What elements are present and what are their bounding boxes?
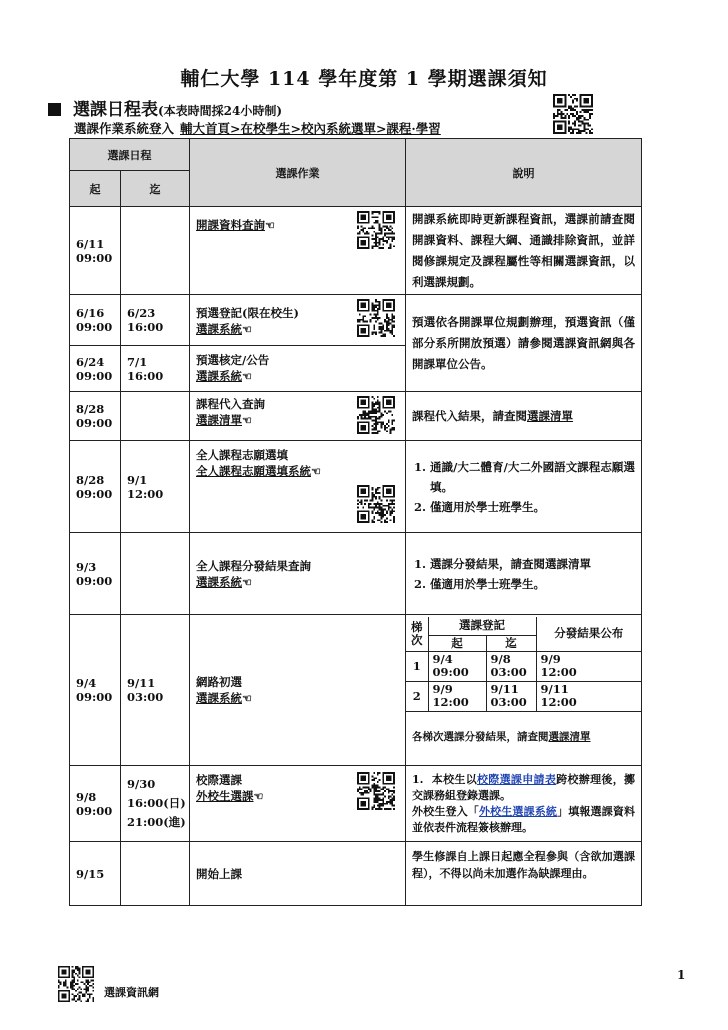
round-number: 1 [406, 651, 428, 681]
start-date: 8/28 09:00 [70, 392, 121, 441]
pointing-hand-icon: ☜ [242, 370, 252, 383]
schedule-table [69, 138, 642, 906]
cross-school-form-link[interactable]: 校際選課申請表 [477, 772, 557, 786]
start-date: 9/4 09:00 [70, 615, 121, 766]
login-path-link[interactable]: 輔大首頁>在校學生>校內系統選單>課程·學習 [180, 121, 441, 136]
footer-label: 選課資訊網 [104, 986, 159, 999]
qr-code-icon[interactable] [357, 485, 395, 523]
task-link[interactable]: 全人課程志願選填系統 [196, 464, 311, 478]
table-row [70, 441, 642, 533]
end-date [121, 392, 190, 441]
start-date: 6/16 09:00 [70, 295, 121, 346]
list-item: 1. 通識/大二體育/大二外國語文課程志願選填。 [430, 457, 635, 497]
description [406, 766, 642, 842]
description: 預選依各開課單位規劃辦理，預選資訊（僅部分系所開放預選）請參閱選課資訊網與各開課單位公告。 [406, 295, 642, 392]
round-note-text: 各梯次選課分發結果，請查閱 [412, 730, 549, 743]
list-item: 2. 僅適用於學士班學生。 [430, 574, 635, 594]
task-cell [190, 295, 406, 346]
header-desc: 說明 [406, 139, 642, 207]
task-cell [190, 615, 406, 766]
desc-text: 」填報選課資料並依表件流程簽核辦理。 [412, 804, 636, 834]
reg-start-header: 起 [428, 635, 486, 651]
header-schedule: 選課日程 [70, 139, 190, 171]
task-title: 校際選課 [196, 773, 242, 787]
bullet-square-icon [48, 103, 61, 116]
end-date: 9/30 16:00(日) 21:00(進) [121, 766, 190, 842]
round-end: 9/11 03:00 [486, 681, 536, 711]
round-row [406, 681, 641, 711]
round-note [406, 711, 641, 763]
table-row [70, 615, 642, 766]
result-header: 分發結果公布 [536, 617, 641, 651]
reg-header: 選課登記 [428, 617, 536, 635]
section-note: (本表時間採24小時制) [158, 104, 283, 118]
description: 學生修課自上課日起應全程參與（含欲加選課程），不得以尚未加選作為缺課理由。 [406, 842, 642, 906]
end-date: 9/1 12:00 [121, 441, 190, 533]
round-header: 梯次 [406, 617, 428, 651]
qr-code-icon[interactable] [58, 966, 94, 1002]
list-item: 2. 僅適用於學士班學生。 [430, 497, 635, 517]
qr-code-icon[interactable] [357, 396, 395, 434]
desc-paragraph [412, 804, 635, 836]
end-date: 7/1 16:00 [121, 346, 190, 392]
task-cell [190, 441, 406, 533]
start-date: 6/11 09:00 [70, 207, 121, 295]
section-heading [48, 95, 282, 120]
start-date: 8/28 09:00 [70, 441, 121, 533]
description [406, 533, 642, 615]
end-date: 9/11 03:00 [121, 615, 190, 766]
table-row [70, 295, 642, 346]
qr-code-icon[interactable] [357, 211, 395, 249]
task-link[interactable]: 選課系統 [196, 369, 242, 383]
round-start: 9/9 12:00 [428, 681, 486, 711]
task-title: 預選登記(限在校生) [196, 306, 299, 320]
pointing-hand-icon: ☜ [242, 692, 252, 705]
task-title: 預選核定/公告 [196, 353, 270, 367]
task-link[interactable]: 選課系統 [196, 574, 242, 589]
header-end: 迄 [121, 171, 190, 207]
table-row [70, 766, 642, 842]
end-date [121, 207, 190, 295]
task-title: 網路初選 [196, 675, 242, 689]
qr-code-icon[interactable] [553, 94, 593, 134]
start-date: 9/15 [70, 842, 121, 906]
task-title: 課程代入查詢 [196, 397, 265, 411]
course-list-link[interactable]: 選課清單 [527, 408, 573, 423]
end-date [121, 842, 190, 906]
desc-text: 本校生以 [431, 772, 477, 786]
page-number: 1 [677, 968, 686, 982]
table-row [70, 533, 642, 615]
task-title: 全人課程志願選填 [196, 448, 288, 462]
list-item-text: 選課分發結果，請查閱選課清單 [430, 556, 591, 571]
description [406, 441, 642, 533]
table-row [70, 842, 642, 906]
desc-text: 跨校辦理後，擲交課務組登錄選課。 [412, 772, 636, 802]
reg-end-header: 迄 [486, 635, 536, 651]
task-title: 全人課程分發結果查詢 [196, 558, 311, 573]
round-number: 2 [406, 681, 428, 711]
round-schedule-cell [406, 615, 642, 766]
pointing-hand-icon: ☜ [265, 219, 275, 232]
task-title-link[interactable]: 開課資料查詢 [196, 218, 265, 232]
task-cell [190, 346, 406, 392]
list-item [430, 554, 635, 574]
section-title: 選課日程表 [73, 100, 158, 120]
qr-code-icon[interactable] [357, 299, 395, 337]
task-cell [190, 533, 406, 615]
qr-code-icon[interactable] [357, 772, 395, 810]
round-start: 9/4 09:00 [428, 651, 486, 681]
description: 開課系統即時更新課程資訊，選課前請查閱開課資料、課程大綱、通識排除資訊，並詳閱修課規定及課程屬性等相關選課資訊，以利選課規劃。 [406, 207, 642, 295]
pointing-hand-icon: ☜ [253, 790, 264, 803]
task-link[interactable]: 外校生選課 [196, 789, 254, 803]
header-start: 起 [70, 171, 121, 207]
table-row [70, 207, 642, 295]
description [406, 392, 642, 441]
pointing-hand-icon: ☜ [311, 465, 321, 478]
task-cell [190, 392, 406, 441]
task-link[interactable]: 選課系統 [196, 691, 242, 705]
desc-text: 外校生登入「 [412, 804, 479, 818]
login-label: 選課作業系統登入 [74, 121, 175, 136]
task-link[interactable]: 選課清單 [196, 413, 242, 427]
table-row [70, 392, 642, 441]
task-link[interactable]: 選課系統 [196, 322, 242, 336]
header-task: 選課作業 [190, 139, 406, 207]
page-title: 輔仁大學 114 學年度第 1 學期選課須知 [180, 68, 548, 90]
pointing-hand-icon: ☜ [242, 414, 252, 427]
round-result: 9/11 12:00 [536, 681, 641, 711]
course-list-link[interactable]: 選課清單 [548, 730, 591, 743]
task-title: 開始上課 [190, 842, 406, 906]
desc-paragraph: 1. 本校生以校際選課申請表跨校辦理後，擲交課務組登錄選課。 [412, 772, 636, 802]
end-date: 6/23 16:00 [121, 295, 190, 346]
start-date: 9/3 09:00 [70, 533, 121, 615]
description-text: 課程代入結果，請查閱 [412, 408, 527, 423]
pointing-hand-icon: ☜ [242, 575, 252, 589]
task-cell [190, 766, 406, 842]
start-date: 9/8 09:00 [70, 766, 121, 842]
round-result: 9/9 12:00 [536, 651, 641, 681]
external-student-system-link[interactable]: 外校生選課系統 [478, 804, 558, 818]
pointing-hand-icon: ☜ [242, 323, 252, 336]
round-end: 9/8 03:00 [486, 651, 536, 681]
end-date [121, 533, 190, 615]
round-row [406, 651, 641, 681]
login-instruction [74, 119, 441, 137]
task-cell [190, 207, 406, 295]
round-table [406, 617, 641, 763]
start-date: 6/24 09:00 [70, 346, 121, 392]
